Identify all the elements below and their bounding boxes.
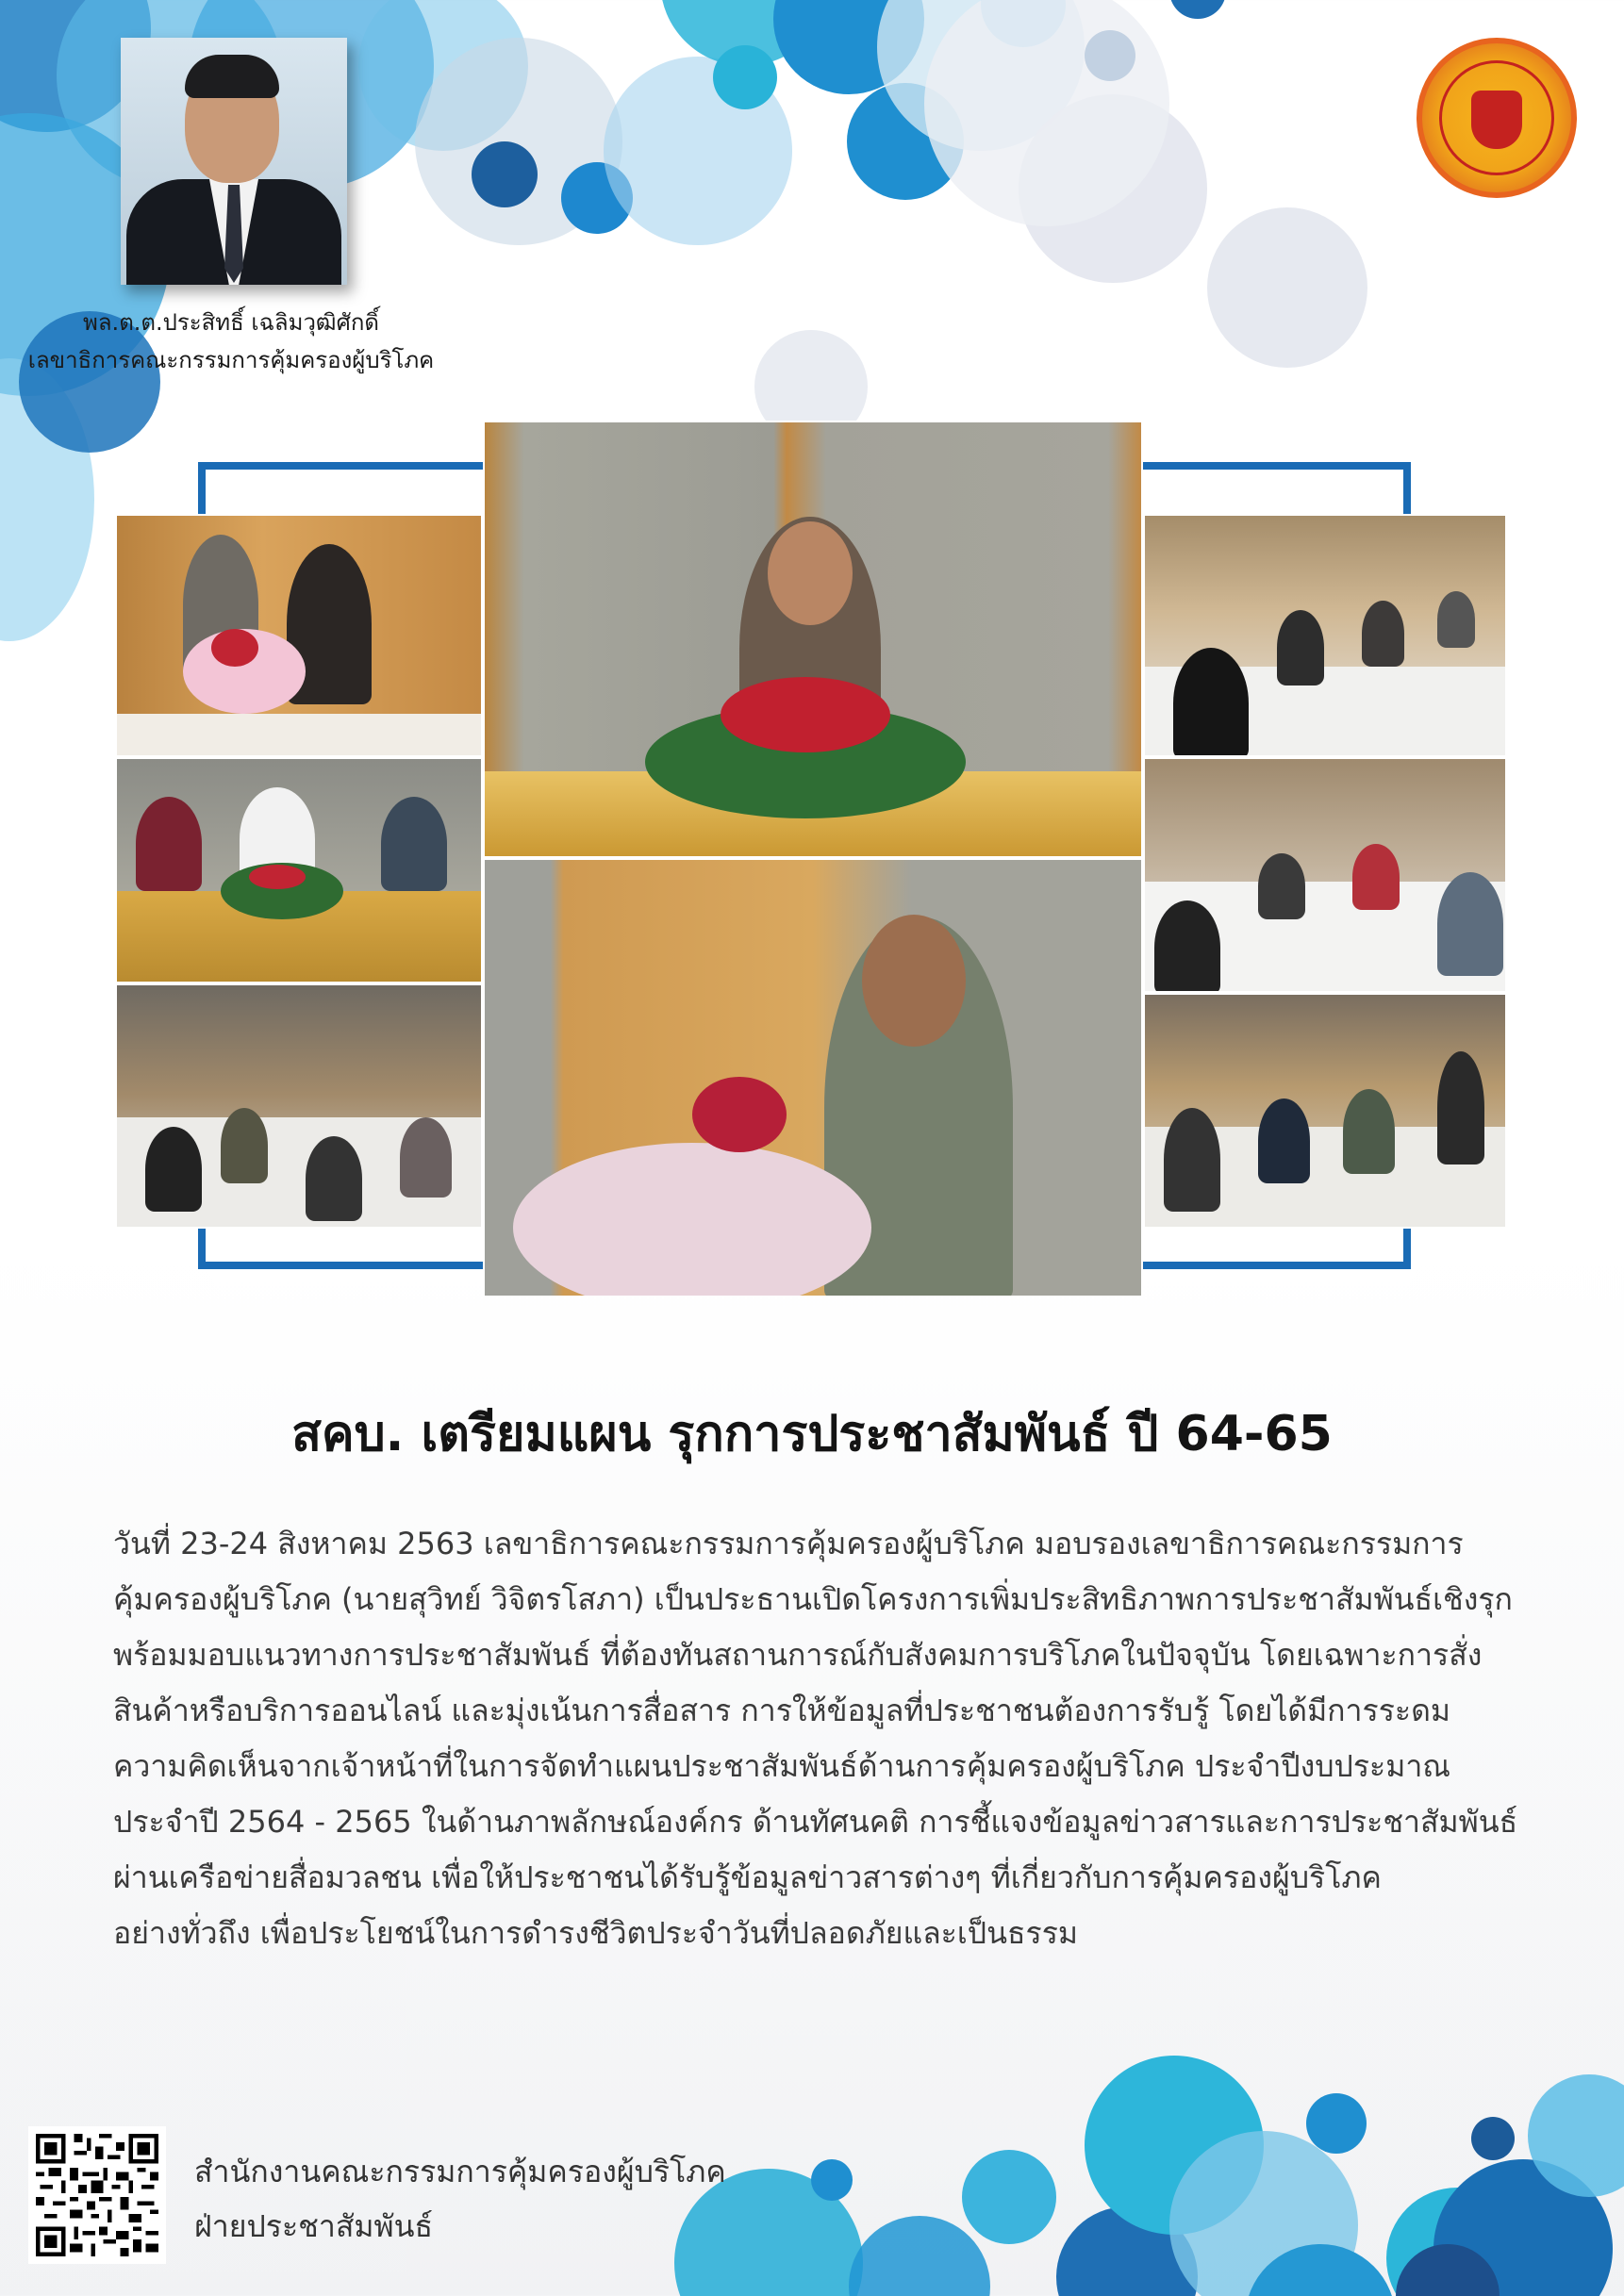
- photo-group-discussion: [1143, 757, 1507, 993]
- qr-code-icon[interactable]: [28, 2126, 166, 2264]
- article-body: [113, 1516, 1518, 1961]
- article-line: สินค้าหรือบริการออนไลน์ และมุ่งเน้นการสื่อสาร การให้ข้อมูลที่ประชาชนต้องการรับรู้ โดยได้มีการระดม: [113, 1693, 1450, 1728]
- photo-chair-speaking: [483, 421, 1143, 858]
- article-line: คุ้มครองผู้บริโภค (นายสุวิทย์ วิจิตรโสภา) เป็นประธานเปิดโครงการเพิ่มประสิทธิภาพการประชาสัมพันธ์เชิงรุก: [113, 1581, 1513, 1617]
- photo-workshop-hall-right: [1143, 993, 1507, 1229]
- director-name: พล.ต.ต.ประสิทธิ์ เฉลิมวุฒิศักดิ์: [83, 309, 379, 336]
- photo-head-table: [115, 757, 483, 983]
- article-line: ความคิดเห็นจากเจ้าหน้าที่ในการจัดทำแผนประชาสัมพันธ์ด้านการคุ้มครองผู้บริโภค ประจำปีงบประมาณ: [113, 1748, 1450, 1784]
- photo-speakers-podium: [115, 514, 483, 757]
- article-line: อย่างทั่วถึง เพื่อประโยชน์ในการดำรงชีวิตประจำวันที่ปลอดภัยและเป็นธรรม: [113, 1915, 1078, 1951]
- article-line: ประจำปี 2564 - 2565 ในด้านภาพลักษณ์องค์กร ด้านทัศนคติ การชี้แจงข้อมูลข่าวสารและการประชาสัมพันธ์: [113, 1804, 1518, 1840]
- footer-department: ฝ่ายประชาสัมพันธ์: [194, 2208, 433, 2244]
- director-portrait: [121, 38, 347, 285]
- article-title: สคบ. เตรียมแผน รุกการประชาสัมพันธ์ ปี 64-65: [291, 1406, 1333, 1462]
- article-line: พร้อมมอบแนวทางการประชาสัมพันธ์ ที่ต้องทันสถานการณ์กับสังคมการบริโภคในปัจจุบัน โดยเฉพาะการสั่ง: [113, 1637, 1483, 1673]
- photo-seminar-tables-right-top: [1143, 514, 1507, 757]
- article-line: วันที่ 23-24 สิงหาคม 2563 เลขาธิการคณะกรรมการคุ้มครองผู้บริโภค มอบรองเลขาธิการคณะกรรมการ: [113, 1526, 1464, 1561]
- article-line: ผ่านเครือข่ายสื่อมวลชน เพื่อให้ประชาชนได้รับรู้ข้อมูลข่าวสารต่างๆ ที่เกี่ยวกับการคุ้มครองผู้บริโภค: [113, 1859, 1382, 1895]
- photo-speaker-microphone: [483, 858, 1143, 1297]
- photo-workshop-hall-left: [115, 983, 483, 1229]
- director-title: เลขาธิการคณะกรรมการคุ้มครองผู้บริโภค: [27, 347, 435, 373]
- footer-organization: สำนักงานคณะกรรมการคุ้มครองผู้บริโภค: [194, 2154, 726, 2189]
- consumer-protection-board-logo: [1417, 38, 1577, 198]
